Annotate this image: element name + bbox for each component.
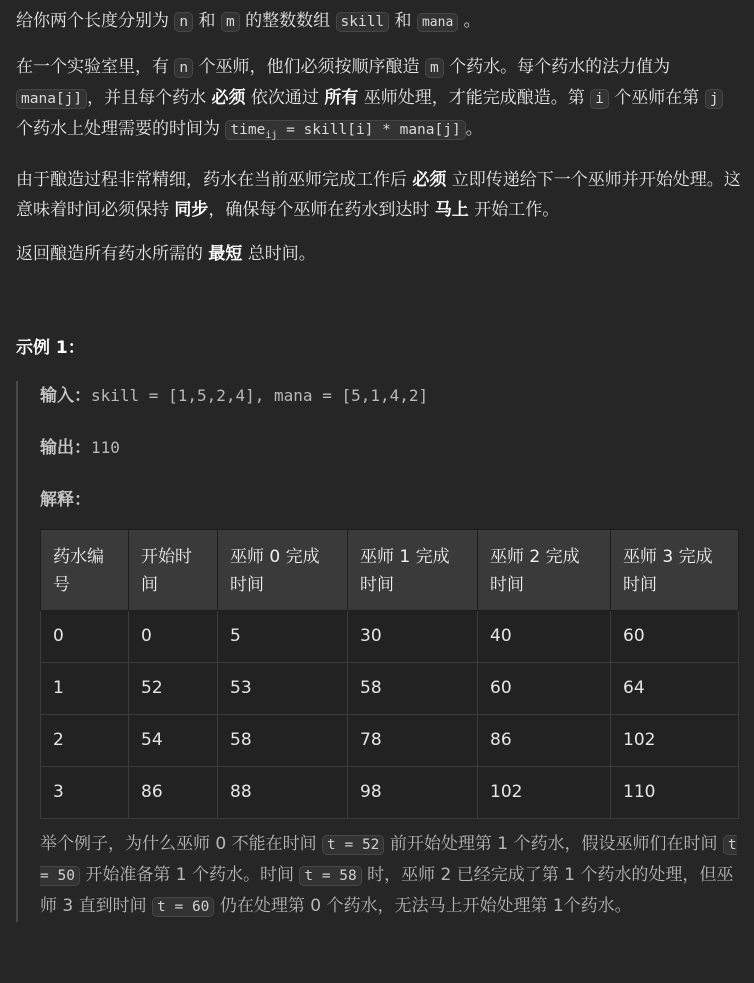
inline-code-m: m: [221, 12, 240, 32]
header-line: 巫师 0 完成: [230, 546, 320, 567]
table-cell: 86: [478, 714, 611, 766]
table-header-cell: [611, 529, 739, 610]
table-header-cell: [478, 529, 611, 610]
table-header-row: [41, 529, 739, 610]
table-cell: 98: [348, 766, 478, 818]
text: 个药水。每个药水的法力值为: [443, 57, 671, 77]
text: 和: [193, 11, 221, 31]
header-line: 时间: [230, 574, 264, 595]
text: 立即传递给下一个巫师并开始处理。这意味着时间必须保持: [16, 169, 741, 220]
header-line: 药水编: [53, 546, 104, 567]
table-cell: 88: [218, 766, 348, 818]
text: 和: [389, 11, 417, 31]
example-title: 示例 1：: [16, 337, 85, 358]
table-cell: 78: [348, 714, 478, 766]
table-cell: 58: [218, 714, 348, 766]
output-label: 输出：: [40, 437, 91, 458]
example-explain: [40, 485, 744, 515]
text: 由于酿造过程非常精细，药水在当前巫师完成工作后: [16, 169, 413, 190]
intro-paragraph-2: [16, 52, 744, 151]
example-block: [16, 381, 744, 922]
text: 总时间。: [242, 243, 316, 264]
text: 在一个实验室里，有: [16, 57, 175, 77]
text: ，确保每个巫师在药水到达时: [208, 199, 435, 220]
text: 前开始处理第 1 个药水，假设巫师们在时间: [384, 833, 723, 854]
text: 举个例子，为什么巫师 0 不能在时间: [40, 833, 323, 854]
table-cell: 52: [129, 662, 218, 714]
bold-text: 必须: [412, 169, 447, 190]
explain-label: 解释：: [40, 489, 91, 510]
text: ，并且每个药水: [87, 88, 212, 108]
bold-text: 所有: [324, 88, 359, 108]
table-row: [41, 766, 739, 818]
inline-code-mana: mana: [417, 13, 458, 32]
example-input: [40, 381, 744, 411]
table-cell: 60: [478, 662, 611, 714]
header-line: 巫师 2 完成: [490, 546, 580, 567]
text: 。: [458, 11, 481, 31]
table-cell: 0: [129, 610, 218, 662]
text: 个巫师在第: [608, 88, 705, 108]
inline-code-time-formula: [225, 120, 465, 140]
example-output: [40, 433, 744, 463]
bold-text: 同步: [174, 199, 209, 220]
input-value: skill = [1,5,2,4], mana = [5,1,4,2]: [91, 385, 429, 405]
table-cell: 5: [218, 610, 348, 662]
header-line: 巫师 3 完成: [623, 546, 713, 567]
table-cell: 30: [348, 610, 478, 662]
table-cell: 2: [41, 714, 129, 766]
header-line: 间: [141, 574, 158, 595]
inline-code-mana-j: mana[j]: [16, 89, 87, 109]
inline-code-t52: t = 52: [322, 835, 384, 855]
table-cell: 64: [611, 662, 739, 714]
table-header-cell: [129, 529, 218, 610]
table-cell: 0: [41, 610, 129, 662]
problem-content: [16, 6, 744, 922]
intro-paragraph-3: [16, 165, 744, 225]
text: 巫师处理，才能完成酿造。第: [358, 88, 591, 108]
table-cell: 102: [478, 766, 611, 818]
text: 。: [465, 119, 483, 139]
inline-code-t60: t = 60: [152, 897, 214, 917]
table-row: [41, 714, 739, 766]
table-cell: 102: [611, 714, 739, 766]
header-line: 开始时: [141, 546, 192, 567]
code-text: = skill[i] * mana[j]: [277, 122, 461, 138]
text: 返回酿造所有药水所需的: [16, 243, 209, 264]
text: 给你两个长度分别为: [16, 11, 175, 31]
table-cell: 86: [129, 766, 218, 818]
inline-code-j: j: [705, 89, 724, 109]
table-cell: 58: [348, 662, 478, 714]
table-header-cell: [218, 529, 348, 610]
header-line: 时间: [490, 574, 524, 595]
text: 时，巫师 2 已经完成了第 1 个药水的处理，但巫师 3 直到时间: [40, 864, 734, 916]
table-cell: 54: [129, 714, 218, 766]
schedule-table: [40, 529, 739, 819]
inline-code-m: m: [425, 58, 444, 78]
bold-text: 必须: [211, 88, 246, 108]
inline-code-n: n: [174, 12, 193, 32]
table-cell: 1: [41, 662, 129, 714]
code-text: time: [230, 122, 266, 138]
table-cell: 40: [478, 610, 611, 662]
header-line: 巫师 1 完成: [360, 546, 450, 567]
code-subscript: ij: [265, 129, 278, 141]
table-cell: 3: [41, 766, 129, 818]
inline-code-t58: t = 58: [299, 866, 361, 886]
inline-code-t50: t = 50: [40, 836, 737, 884]
bold-text: 马上: [434, 199, 469, 220]
intro-paragraph-4: [16, 239, 744, 269]
bold-text: 最短: [208, 243, 243, 264]
intro-paragraph-1: [16, 6, 744, 38]
table-header-cell: [41, 529, 129, 610]
example-note: [40, 829, 744, 922]
text: 开始准备第 1 个药水。时间: [79, 864, 300, 885]
table-header-cell: [348, 529, 478, 610]
text: 依次通过: [245, 88, 325, 108]
table-row: [41, 610, 739, 662]
inline-code-skill: skill: [336, 12, 390, 32]
header-line: 时间: [623, 574, 657, 595]
input-label: 输入：: [40, 385, 91, 406]
table-cell: 60: [611, 610, 739, 662]
inline-code-n: n: [174, 58, 193, 78]
header-line: 号: [53, 574, 70, 595]
text: 个巫师，他们必须按顺序酿造: [193, 57, 425, 77]
table-cell: 53: [218, 662, 348, 714]
inline-code-i: i: [590, 89, 609, 109]
header-line: 时间: [360, 574, 394, 595]
text: 开始工作。: [468, 199, 560, 220]
text: 仍在处理第 0 个药水，无法马上开始处理第 1个药水。: [214, 895, 632, 916]
text: 的整数数组: [239, 11, 336, 31]
output-value: 110: [91, 437, 120, 457]
table-cell: 110: [611, 766, 739, 818]
text: 个药水上处理需要的时间为: [16, 119, 226, 139]
table-row: [41, 662, 739, 714]
